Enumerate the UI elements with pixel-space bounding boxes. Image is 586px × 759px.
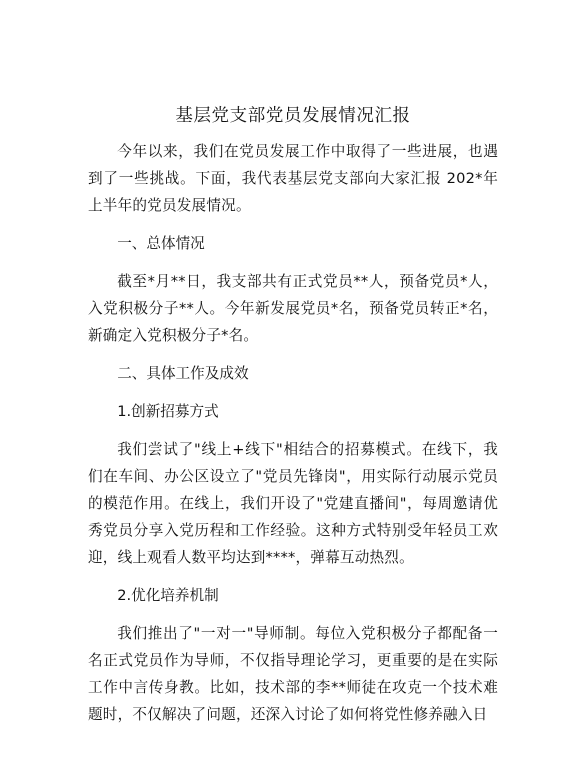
subsection-heading-recruitment: 1.创新招募方式 [117, 403, 219, 420]
section-heading-work: 二、具体工作及成效 [117, 365, 249, 382]
intro-paragraph: 今年以来，我们在党员发展工作中取得了一些进展，也遇到了一些挑战。下面，我代表基层党支部向大家汇报 202*年上半年的党员发展情况。 [88, 143, 498, 214]
section-heading-overview: 一、总体情况 [117, 235, 205, 252]
training-paragraph: 我们推出了"一对一"导师制。每位入党积极分子都配备一名正式党员作为导师，不仅指导理论学习，更重要的是在实际工作中言传身教。比如，技术部的李**师徒在攻克一个技术难题时，不仅解决了问题，还深入讨论了如何将党性修养融入日 [88, 625, 498, 723]
overview-paragraph: 截至*月**日，我支部共有正式党员**人，预备党员*人，入党积极分子**人。今年新发展党员*名，预备党员转正*名，新确定入党积极分子*名。 [88, 273, 498, 344]
recruitment-paragraph: 我们尝试了"线上+线下"相结合的招募模式。在线下，我们在车间、办公区设立了"党员先锋岗"，用实际行动展示党员的模范作用。在线上，我们开设了"党建直播间"，每周邀请优秀党员分享入党历程和工作经验。这种方式特别受年轻员工欢迎，线上观看人数平均达到****，弹幕互动热烈。 [88, 441, 498, 566]
document-body [88, 138, 498, 728]
document-title: 基层党支部党员发展情况汇报 [175, 106, 411, 126]
subsection-heading-training: 2.优化培养机制 [117, 587, 219, 604]
